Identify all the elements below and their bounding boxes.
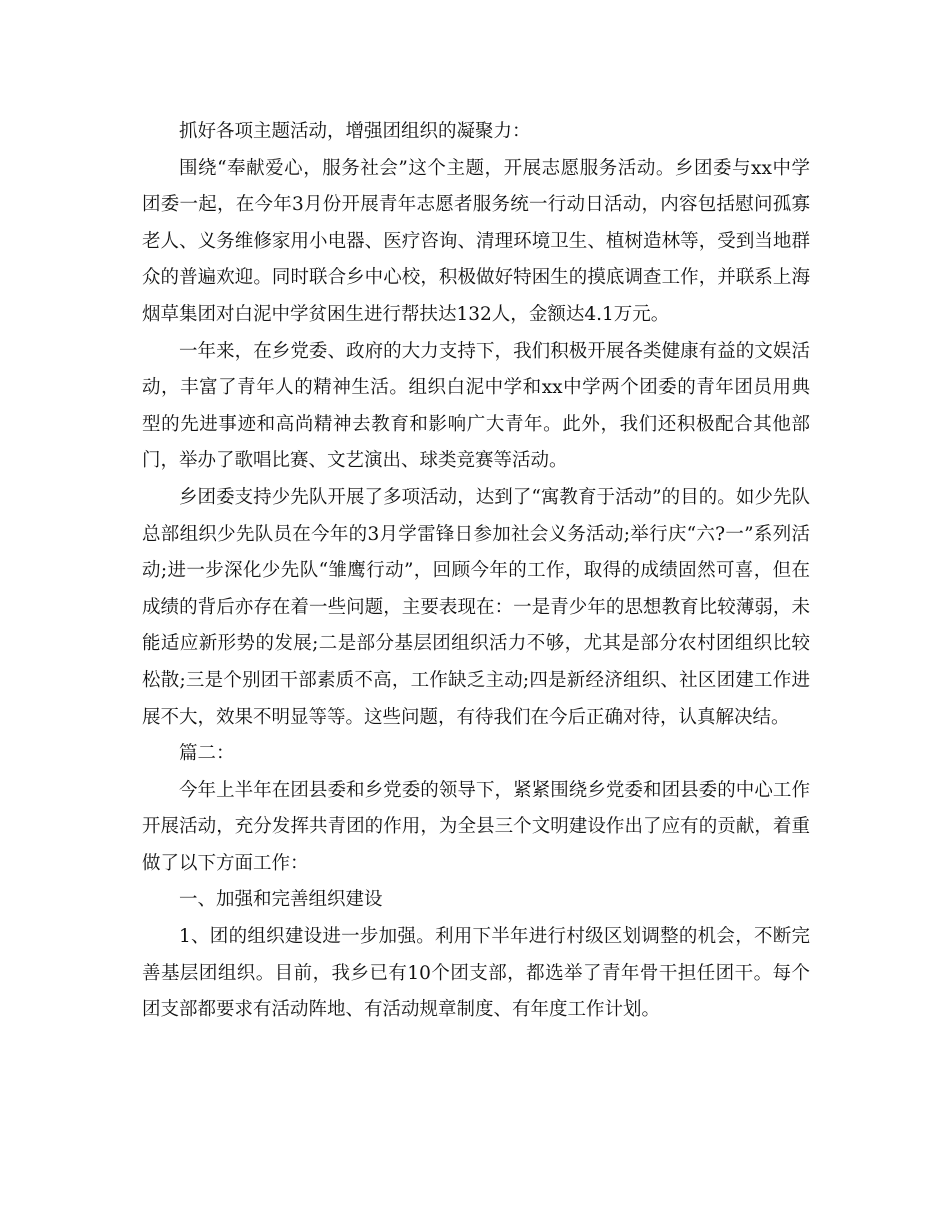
- section-heading-part-two: 篇二：: [179, 743, 235, 765]
- paragraph-theme-activities: 抓好各项主题活动，增强团组织的凝聚力：: [179, 121, 531, 142]
- paragraph-young-pioneers: 乡团委支持少先队开展了多项活动，达到了“寓教育于活动”的目的。如少先队总部组织少先队员在今年的3月学雷锋日参加社会义务活动;举行庆“六?一”系列活动;进一步深化少先队“雏鹰行动”，回顾今年的工作，取得的成绩固然可喜，但在成绩的背后亦存在着一些问题，主要表现在：一是青少年的思想教育比较薄弱，未能适应新形势的发展;二是部分基层团组织活力不够，尤其是部分农村团组织比较松散;三是个别团干部素质不高，工作缺乏主动;四是新经济组织、社区团建工作进展不大，效果不明显等等。这些问题，有待我们在今后正确对待，认真解决结。: [142, 486, 810, 728]
- paragraph-volunteer-service: 围绕“奉献爱心，服务社会”这个主题，开展志愿服务活动。乡团委与xx中学团委一起，在今年3月份开展青年志愿者服务统一行动日活动，内容包括慰问孤寡老人、义务维修家用小电器、医疗咨询、清理环境卫生、植树造林等，受到当地群众的普遍欢迎。同时联合乡中心校，积极做好特困生的摸底调查工作，并联系上海烟草集团对白泥中学贫困生进行帮扶达132人，金额达4.1万元。: [142, 157, 810, 325]
- paragraph-organization-building: 1、团的组织建设进一步加强。利用下半年进行村级区划调整的机会，不断完善基层团组织。目前，我乡已有10个团支部，都选举了青年骨干担任团干。每个团支部都要求有活动阵地、有活动规章制度、有年度工作计划。: [142, 926, 810, 1021]
- document-body: [142, 114, 810, 1029]
- paragraph-half-year-summary: 今年上半年在团县委和乡党委的领导下，紧紧围绕乡党委和团县委的中心工作开展活动，充分发挥共青团的作用，为全县三个文明建设作出了应有的贡献，着重做了以下方面工作：: [142, 779, 810, 874]
- paragraph-cultural-activities: 一年来，在乡党委、政府的大力支持下，我们积极开展各类健康有益的文娱活动，丰富了青年人的精神生活。组织白泥中学和xx中学两个团委的青年团员用典型的先进事迹和高尚精神去教育和影响广大青年。此外，我们还积极配合其他部门，举办了歌唱比赛、文艺演出、球类竞赛等活动。: [142, 340, 810, 472]
- section-heading-organization: 一、加强和完善组织建设: [179, 889, 383, 911]
